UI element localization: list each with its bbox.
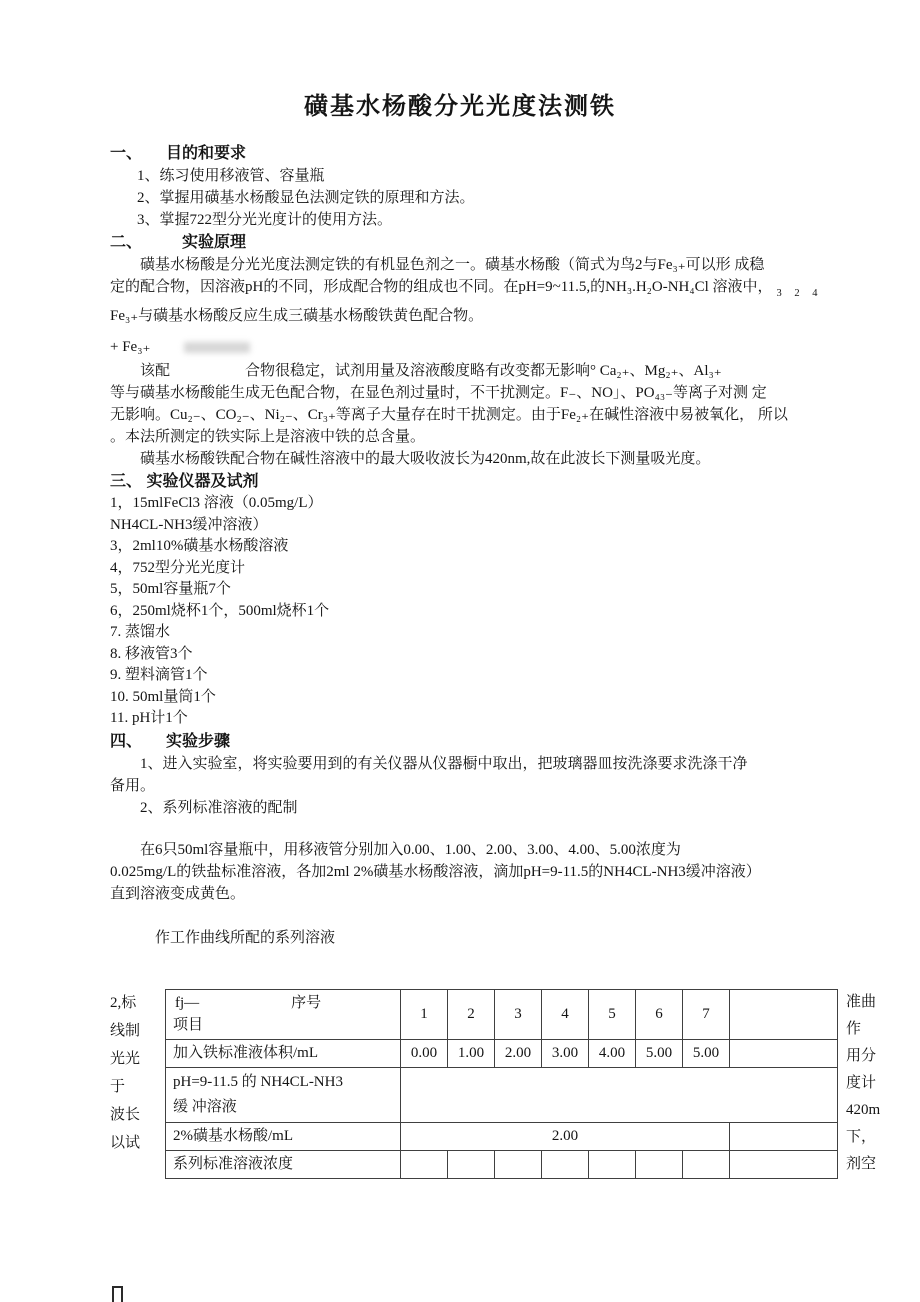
- table-header-row: [166, 989, 838, 1039]
- value-cell: 5.00: [636, 1039, 683, 1067]
- step-line: 2、系列标准溶液的配制: [110, 799, 298, 816]
- empty-cell: [495, 1150, 542, 1178]
- principle-line: Fe₃₊与磺基水杨酸反应生成三磺基水杨酸铁黄色配合物。: [110, 308, 484, 324]
- wrap-text-line: 度计: [846, 1074, 877, 1091]
- step-line: 在6只50ml容量瓶中，用移液管分别加入0.00、1.00、2.00、3.00、4.00、5.00浓度为: [110, 841, 681, 858]
- column-header: 3: [495, 989, 542, 1039]
- row-label: [166, 1067, 401, 1122]
- section-heading-steps: 四、 实验步骤: [110, 732, 231, 750]
- principle-line: 等与磺基水杨酸能生成无色配合物，在显色剂过量时，不干扰测定。F₋、NO」、PO₄₃₋等离子对测 定: [110, 385, 767, 401]
- column-header: 1: [401, 989, 448, 1039]
- superscript-cluster: 3 2 4: [776, 288, 823, 299]
- spacer: [110, 905, 905, 927]
- reagent-item: 5，50ml容量瓶7个: [110, 581, 231, 597]
- section-heading-purpose: 一、 目的和要求: [110, 145, 247, 162]
- reagent-item: 1，15mlFeCl3 溶液（0.05mg/L）: [110, 495, 323, 511]
- purpose-item: 1、练习使用移液管、容量瓶: [137, 168, 325, 184]
- table-row-concentration: [166, 1150, 838, 1178]
- table-row-volume: [166, 1039, 838, 1067]
- reagent-item: 4，752型分光光度计: [110, 559, 246, 576]
- buffer-label-line: pH=9-11.5 的 NH4CL-NH3: [173, 1073, 343, 1090]
- spacer: [110, 949, 905, 989]
- empty-cell: [636, 1150, 683, 1178]
- empty-cell: [589, 1150, 636, 1178]
- step-line: 0.025mg/L的铁盐标准溶液，各加2ml 2%磺基水杨酸溶液，滴加pH=9-11.5的NH4CL-NH3缓冲溶液）: [110, 863, 761, 880]
- empty-cell: [730, 1039, 838, 1067]
- wrap-text-line: 准曲: [846, 993, 877, 1010]
- reagent-item: 7. 蒸馏水: [110, 624, 171, 640]
- wrap-text-right: [846, 989, 908, 1178]
- table-row-ssa: [166, 1122, 838, 1150]
- purpose-item: 3、掌握722型分光光度计的使用方法。: [137, 212, 393, 228]
- formula-line: [110, 336, 905, 358]
- empty-cell: [542, 1150, 589, 1178]
- reagent-item: 8. 移液管3个: [110, 645, 193, 662]
- wrap-text-line: 作: [846, 1020, 862, 1037]
- wrap-text-line: 线制: [110, 1022, 141, 1039]
- formula-text: + Fe₃₊: [110, 339, 151, 355]
- wrap-text-line: 2,标: [110, 994, 137, 1011]
- corner-top-line: [173, 992, 396, 1014]
- reagent-item: NH4CL-NH3缓冲溶液）: [110, 516, 268, 533]
- row-label: 加入铁标准液体积/mL: [166, 1039, 401, 1067]
- column-header: 4: [542, 989, 589, 1039]
- table-section: [110, 989, 905, 1179]
- empty-cell: [401, 1150, 448, 1178]
- principle-line-text: 定的配合物，因溶液pH的不同，形成配合物的组成也不同。在pH=9~11.5,的NH₃.H₂O-NH₄Cl 溶液中，: [110, 279, 773, 295]
- step-line: 1、进入实验室，将实验要用到的有关仪器从仪器橱中取出，把玻璃器皿按洗涤要求洗涤干净: [110, 755, 748, 772]
- standard-solutions-table: [165, 989, 838, 1179]
- cutoff-glyph-mark: [112, 1286, 123, 1302]
- value-cell: 5.00: [683, 1039, 730, 1067]
- purpose-item: 2、掌握用磺基水杨酸显色法测定铁的原理和方法。: [137, 190, 475, 206]
- reagent-item: 10. 50ml量筒1个: [110, 688, 216, 705]
- wrap-text-line: 420m: [846, 1101, 881, 1118]
- corner-serial-label: 序号: [291, 995, 322, 1011]
- column-header: 6: [636, 989, 683, 1039]
- value-cell: 1.00: [448, 1039, 495, 1067]
- step-line: 直到溶液变成黄色。: [110, 885, 246, 902]
- row-label: 系列标准溶液浓度: [166, 1150, 401, 1178]
- principle-line: [110, 276, 905, 305]
- wrap-text-line: 剂空: [846, 1155, 877, 1172]
- section-heading-apparatus: 三、 实验仪器及试剂: [110, 473, 259, 490]
- value-cell: 4.00: [589, 1039, 636, 1067]
- step-line: 备用。: [110, 777, 156, 794]
- principle-line: 该配 合物很稳定，试剂用量及溶液酸度略有改变都无影响° Ca₂₊、Mg₂₊、Al₃₊: [110, 363, 722, 379]
- reagent-item: 3，2ml10%磺基水杨酸溶液: [110, 538, 289, 554]
- table-row-buffer: [166, 1067, 838, 1122]
- empty-cell: [730, 989, 838, 1039]
- wrap-text-line: 下，: [846, 1128, 877, 1145]
- value-cell: 0.00: [401, 1039, 448, 1067]
- principle-line: 无影响。Cu₂₋、CO₂₋、Ni₂₋、Cr₃₊等离子大量存在时干扰测定。由于Fe₂₊在碱性溶液中易被氧化， 所以: [110, 407, 788, 423]
- document-title: 磺基水杨酸分光光度法测铁: [304, 94, 616, 120]
- principle-line: 。本法所测定的铁实际上是溶液中铁的总含量。: [110, 429, 426, 445]
- buffer-label-line: 缓 冲溶液: [173, 1098, 237, 1115]
- corner-item-label: 项目: [173, 1017, 204, 1033]
- document-body: [0, 122, 920, 1179]
- wrap-text-line: 用分: [846, 1047, 877, 1064]
- wrap-text-line: 以试: [110, 1134, 141, 1151]
- empty-cell: [448, 1150, 495, 1178]
- empty-cell: [730, 1122, 838, 1150]
- reagent-item: 11. pH计1个: [110, 710, 188, 726]
- row-label: 2%磺基水杨酸/mL: [166, 1122, 401, 1150]
- table-caption: 作工作曲线所配的系列溶液: [110, 929, 336, 946]
- principle-line: 磺基水杨酸是分光光度法测定铁的有机显色剂之一。磺基水杨酸（简式为鸟2与Fe₃₊可以形 成稳: [110, 257, 765, 273]
- reagent-item: 9. 塑料滴管1个: [110, 667, 208, 683]
- spacer: [110, 819, 905, 839]
- empty-cell: [730, 1150, 838, 1178]
- column-header: 7: [683, 989, 730, 1039]
- column-header: 5: [589, 989, 636, 1039]
- principle-line: 磺基水杨酸铁配合物在碱性溶液中的最大吸收波长为420nm,故在此波长下测量吸光度。: [110, 451, 711, 467]
- wrap-text-line: 波长: [110, 1106, 141, 1123]
- merged-value-cell: 2.00: [401, 1122, 730, 1150]
- value-cell: 2.00: [495, 1039, 542, 1067]
- wrap-text-line: 光光: [110, 1050, 141, 1067]
- section-heading-principle: 二、 实验原理: [110, 234, 247, 251]
- column-header: 2: [448, 989, 495, 1039]
- empty-cell: [683, 1150, 730, 1178]
- reagent-item: 6，250ml烧杯1个，500ml烧杯1个: [110, 602, 330, 619]
- blurred-text-smudge: [184, 342, 250, 353]
- value-cell: 3.00: [542, 1039, 589, 1067]
- merged-empty-cell: [401, 1067, 838, 1122]
- wrap-text-left: [110, 989, 165, 1157]
- table-corner-cell: [166, 989, 401, 1039]
- wrap-text-line: 于: [110, 1078, 126, 1095]
- corner-left-text: fj—: [175, 995, 200, 1011]
